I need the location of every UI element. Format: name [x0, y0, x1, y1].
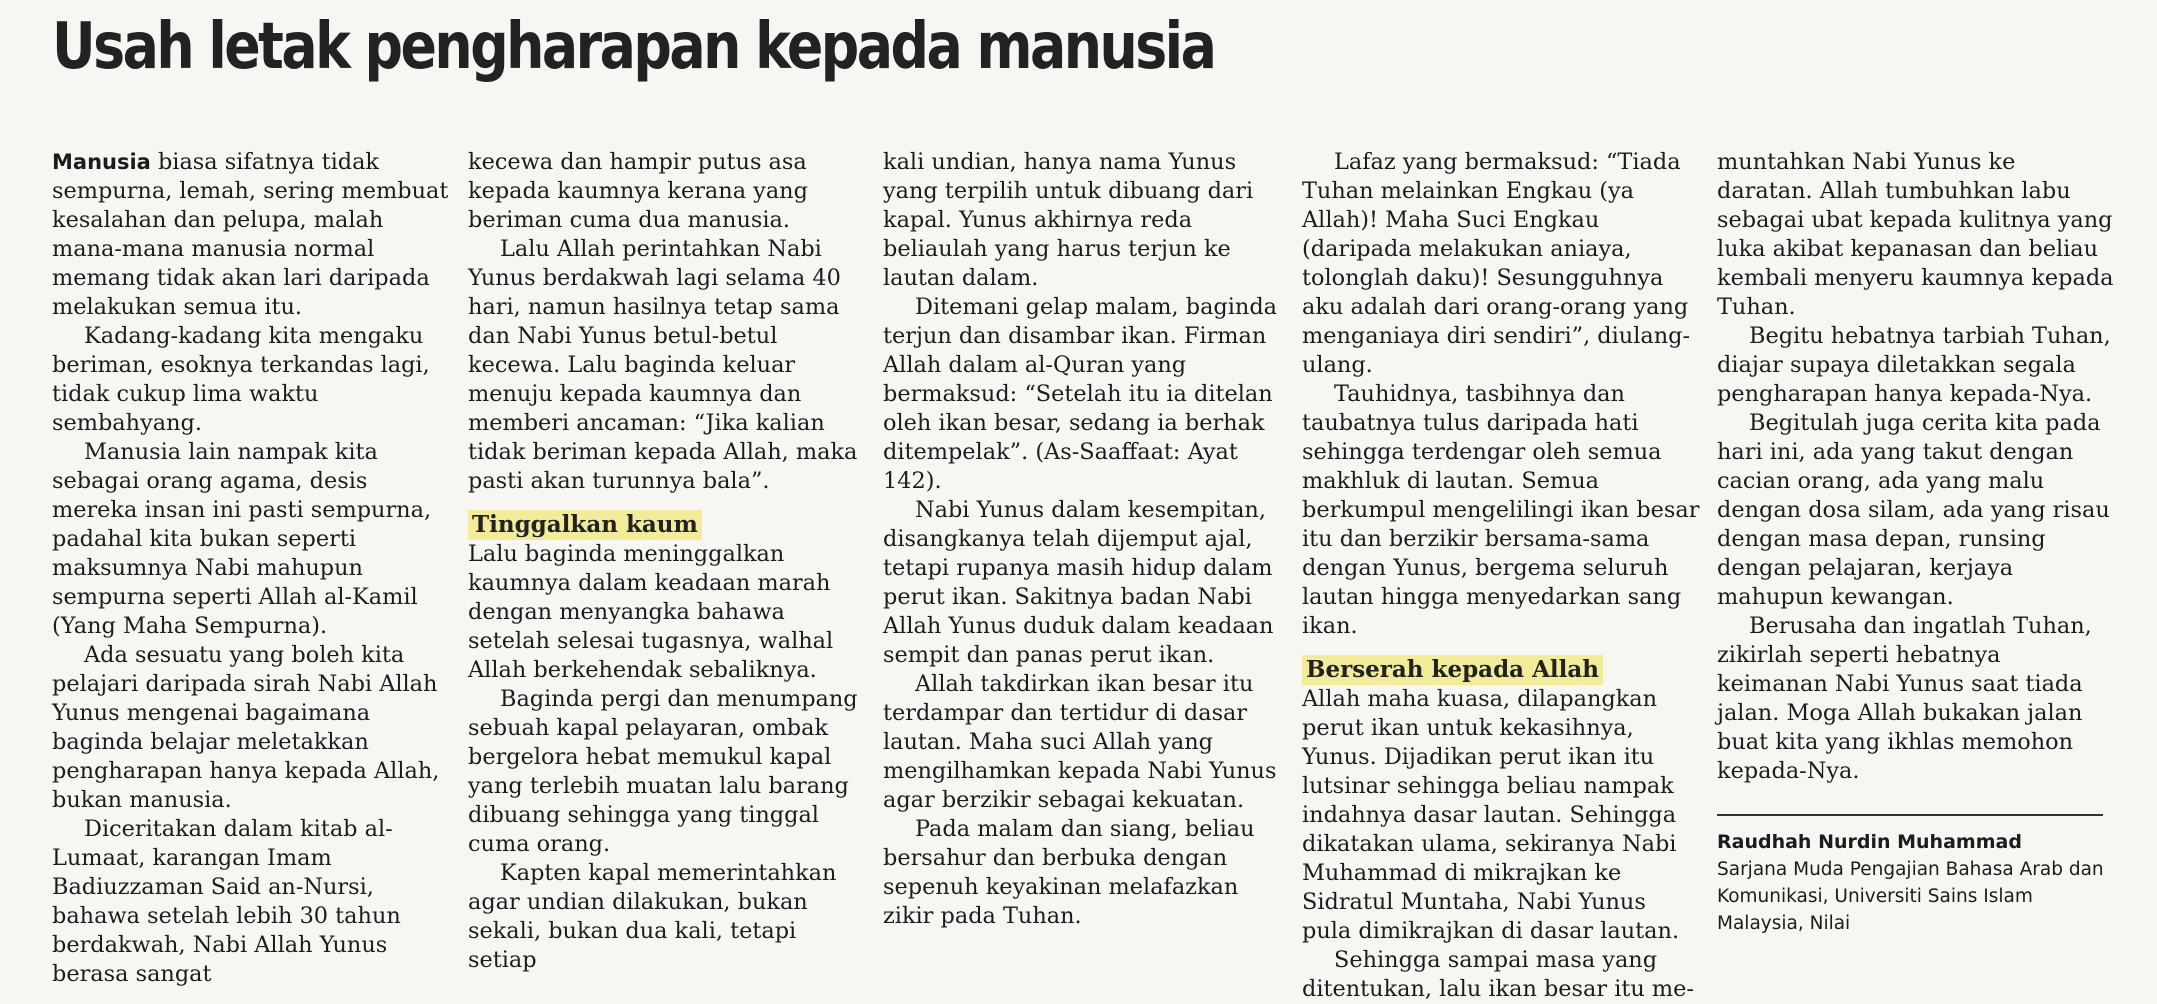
paragraph: Tauhidnya, tasbihnya dan taubatnya tulus daripada hati sehingga terdengar oleh semua makhluk di lautan. Semua berkumpul mengelilingi ikan besar itu dan berzikir bersama-sama dengan Yunus, bergema seluruh lautan hingga menyedarkan sang ikan. [1302, 381, 1700, 639]
paragraph: Allah takdirkan ikan besar itu terdampar dan tertidur di dasar lautan. Maha suci Allah yang mengilhamkan kepada Nabi Yunus agar berzikir sebagai kekuatan. [883, 671, 1277, 813]
paragraph: Begitulah juga cerita kita pada hari ini, ada yang takut dengan cacian orang, ada yang malu dengan dosa silam, ada yang risau dengan masa depan, runsing dengan pelajaran, kerjaya mahupun kewangan. [1717, 410, 2110, 610]
paragraph: Allah maha kuasa, dilapangkan perut ikan untuk kekasihnya, Yunus. Dijadikan perut ikan itu lutsinar sehingga beliau nampak indahnya dasar lautan. Sehingga dikatakan ulama, sekiranya Nabi Muhammad di mikrajkan ke Sidratul Muntaha, Nabi Yunus pula dimikrajkan di dasar lautan. [1302, 686, 1680, 944]
article-column-2 [468, 148, 868, 975]
article-headline: Usah letak pengharapan kepada manusia [52, 10, 1215, 84]
paragraph: Ditemani gelap malam, baginda terjun dan disambar ikan. Firman Allah dalam al-Quran yang bermaksud: “Setelah itu ia ditelan oleh ikan besar, sedang ia berhak ditempelak”. (As-Saaffaat: Ayat 142). [883, 294, 1278, 494]
paragraph: Lalu Allah perintahkan Nabi Yunus berdakwah lagi selama 40 hari, namun hasilnya tetap sama dan Nabi Yunus betul-betul kecewa. Lalu baginda keluar menuju kepada kaumnya dan memberi ancaman: “Jika kalian tidak beriman kepada Allah, maka pasti akan turunnya bala”. [468, 236, 858, 494]
paragraph: Manusia lain nampak kita sebagai orang agama, desis mereka insan ini pasti sempurna, padahal kita bukan seperti maksumnya Nabi mahupun sempurna seperti Allah al-Kamil (Yang Maha Sempurna). [52, 439, 432, 639]
article-column-5 [1717, 148, 2117, 937]
paragraph-text: biasa sifatnya tidak sempurna, lemah, sering membuat kesalahan dan pelupa, malah mana-mana manusia normal memang tidak akan lari daripada melakukan semua itu. [52, 149, 449, 320]
lead-word: Manusia [52, 150, 151, 174]
author-description: Sarjana Muda Pengajian Bahasa Arab dan Komunikasi, Universiti Sains Islam Malaysia, Nilai [1717, 859, 2104, 934]
paragraph: Diceritakan dalam kitab al-Lumaat, karangan Imam Badiuzzaman Said an-Nursi, bahawa setelah lebih 30 tahun berdakwah, Nabi Allah Yunus berasa sangat [52, 816, 401, 987]
paragraph: kecewa dan hampir putus asa kepada kaumnya kerana yang beriman cuma dua manusia. [468, 149, 808, 233]
paragraph: Berusaha dan ingatlah Tuhan, zikirlah seperti hebatnya keimanan Nabi Yunus saat tiada jalan. Moga Allah bukakan jalan buat kita yang ikhlas memohon kepada-Nya. [1717, 613, 2092, 784]
paragraph: muntahkan Nabi Yunus ke daratan. Allah tumbuhkan labu sebagai ubat kepada kulitnya yang luka akibat kepanasan dan beliau kembali menyeru kaumnya kepada Tuhan. [1717, 149, 2114, 320]
paragraph: Kapten kapal memerintahkan agar undian dilakukan, bukan sekali, bukan dua kali, tetapi setiap [468, 860, 837, 973]
article-column-1 [52, 148, 452, 989]
byline-divider [1717, 814, 2103, 816]
subheading-berserah-kepada-allah: Berserah kepada Allah [1302, 655, 1603, 685]
subheading-tinggalkan-kaum: Tinggalkan kaum [468, 510, 702, 540]
paragraph: Kadang-kadang kita mengaku beriman, esoknya terkandas lagi, tidak cukup lima waktu sembahyang. [52, 323, 430, 436]
paragraph: Lalu baginda meninggalkan kaumnya dalam keadaan marah dengan menyangka bahawa setelah selesai tugasnya, walhal Allah berkehendak sebaliknya. [468, 541, 834, 683]
paragraph: Lafaz yang bermaksud: “Tiada Tuhan melainkan Engkau (ya Allah)! Maha Suci Engkau (daripada melakukan aniaya, tolonglah daku)! Sesungguhnya aku adalah dari orang-orang yang menganiaya diri sendiri”, diulang-ulang. [1302, 149, 1691, 378]
article-column-4 [1302, 148, 1702, 1004]
paragraph: Nabi Yunus dalam kesempitan, disangkanya telah dijemput ajal, tetapi rupanya masih hidup dalam perut ikan. Sakitnya badan Nabi Allah Yunus duduk dalam keadaan sempit dan panas perut ikan. [883, 497, 1274, 668]
paragraph: Pada malam dan siang, beliau bersahur dan berbuka dengan sepenuh keyakinan melafazkan zikir pada Tuhan. [883, 816, 1255, 929]
paragraph: kali undian, hanya nama Yunus yang terpilih untuk dibuang dari kapal. Yunus akhirnya reda beliaulah yang harus terjun ke lautan dalam. [883, 149, 1254, 291]
paragraph: Sehingga sampai masa yang ditentukan, lalu ikan besar itu me- [1302, 947, 1694, 1002]
paragraph: Ada sesuatu yang boleh kita pelajari daripada sirah Nabi Allah Yunus mengenai bagaimana baginda belajar meletakkan pengharapan hanya kepada Allah, bukan manusia. [52, 642, 440, 813]
article-column-3 [883, 148, 1283, 931]
author-name: Raudhah Nurdin Muhammad [1717, 831, 2022, 853]
paragraph: Baginda pergi dan menumpang sebuah kapal pelayaran, ombak bergelora hebat memukul kapal yang terlebih muatan lalu barang dibuang sehingga yang tinggal cuma orang. [468, 686, 858, 857]
paragraph [52, 148, 452, 322]
paragraph: Begitu hebatnya tarbiah Tuhan, diajar supaya diletakkan segala pengharapan hanya kepada-Nya. [1717, 323, 2111, 407]
